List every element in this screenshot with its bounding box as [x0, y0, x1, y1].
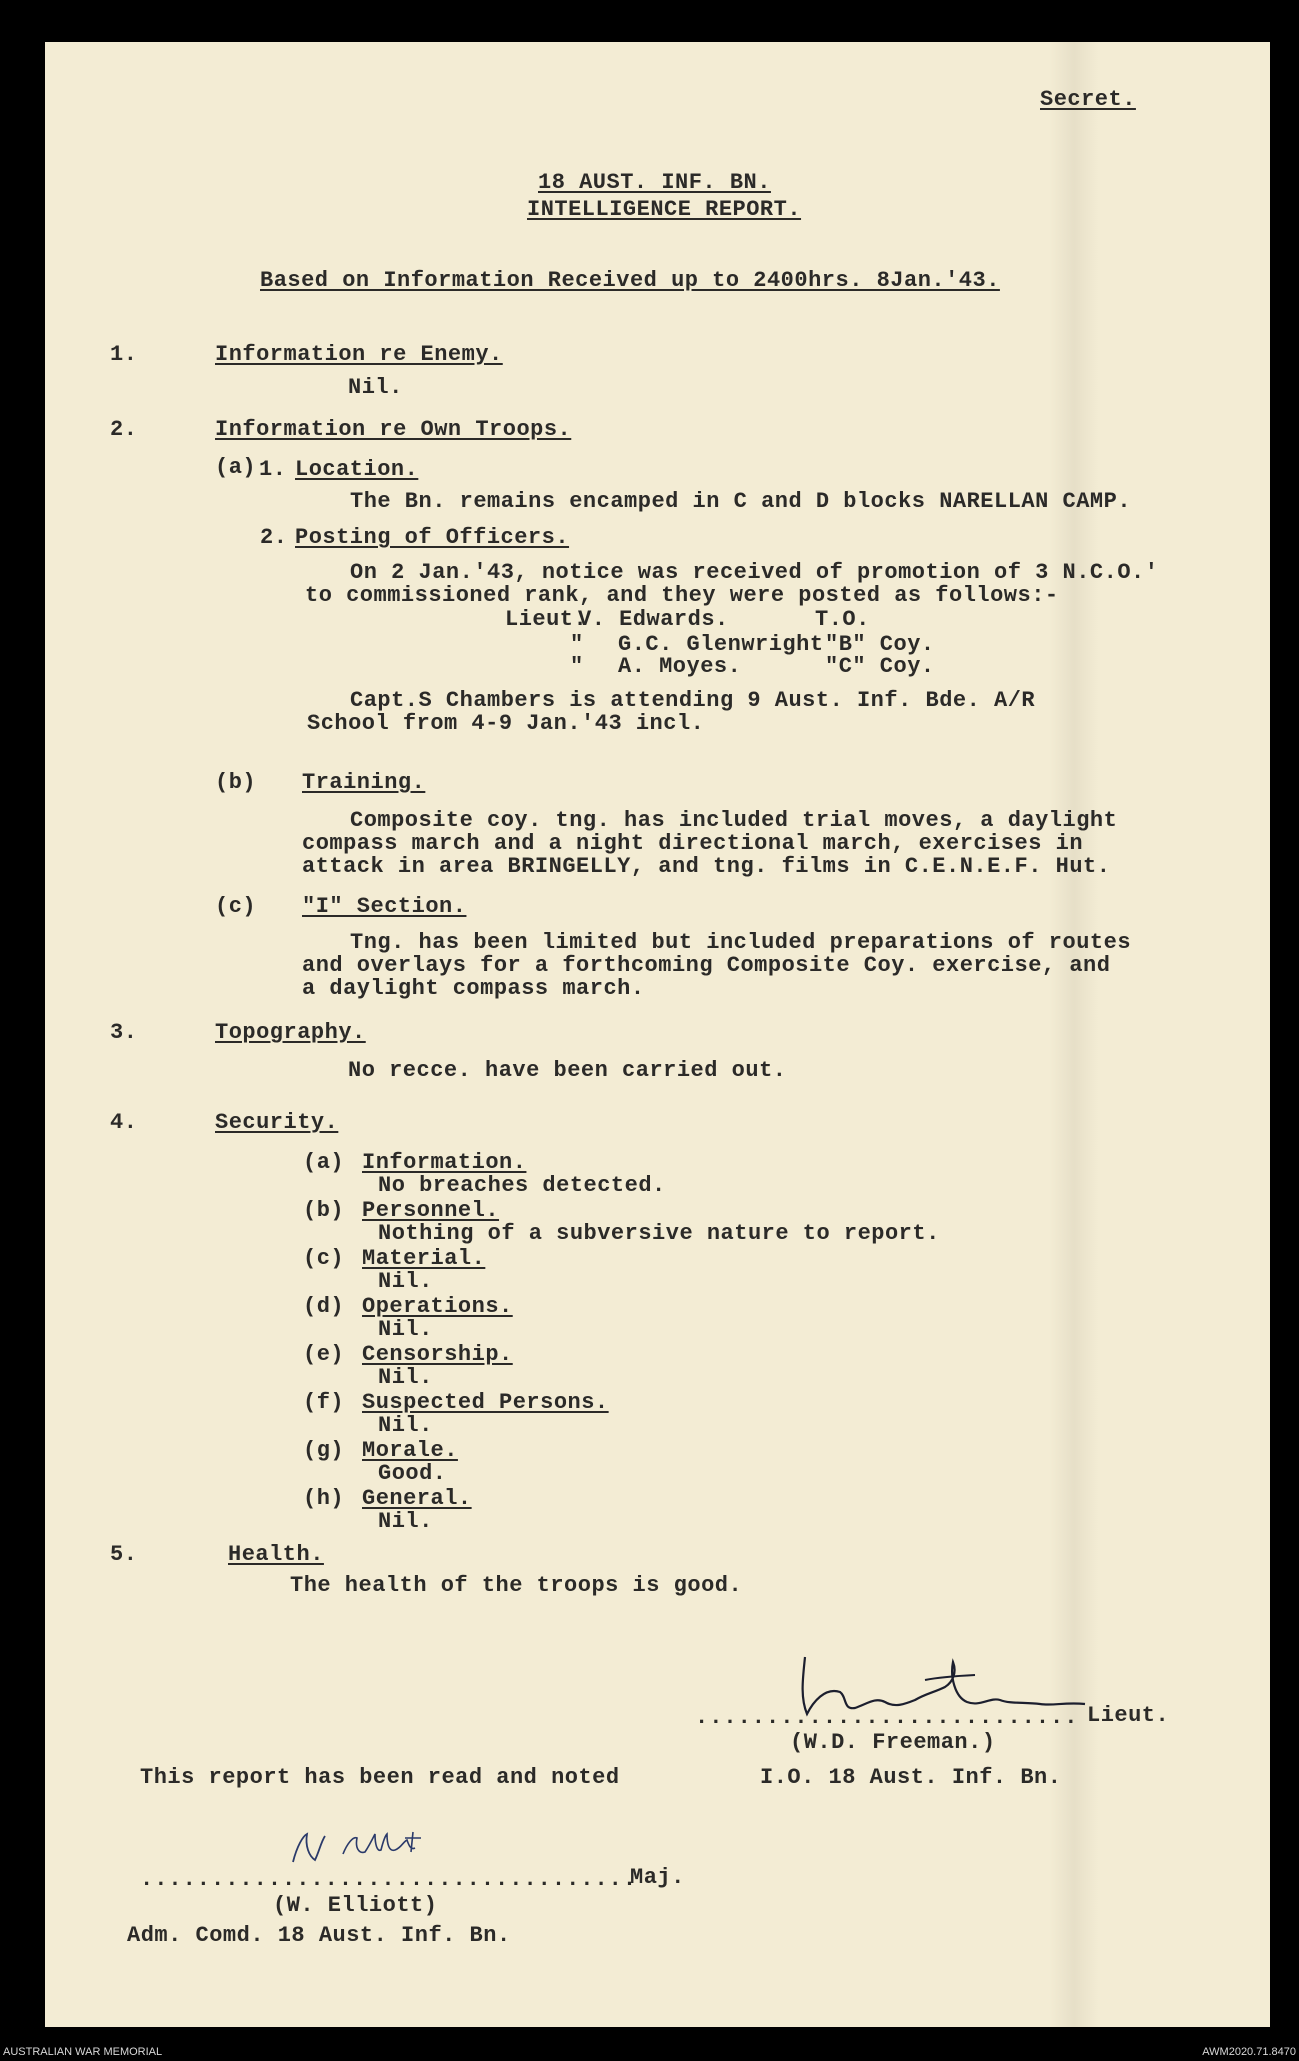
captain-line-1: Capt.S Chambers is attending 9 Aust. Inf. Bde. A/R	[350, 688, 1036, 713]
signature-1-appointment: I.O. 18 Aust. Inf. Bn.	[760, 1765, 1062, 1790]
officer-1-name: V. Edwards.	[578, 607, 729, 632]
subsection-c-marker: (c)	[215, 894, 257, 919]
officer-1-post: T.O.	[815, 607, 870, 632]
officer-2-post: "B" Coy.	[825, 632, 935, 657]
posting-heading: Posting of Officers.	[295, 525, 570, 550]
signature-1-name: (W.D. Freeman.)	[790, 1730, 996, 1755]
security-item-label: Personnel.	[362, 1198, 500, 1223]
section-5-body: The health of the troops is good.	[290, 1573, 743, 1598]
section-5-heading: Health.	[228, 1542, 324, 1567]
signature-1-dotted-line: ...........................	[695, 1705, 1079, 1730]
section-3-number: 3.	[110, 1020, 138, 1045]
officer-2-name: G.C. Glenwright	[618, 632, 824, 657]
location-body: The Bn. remains encamped in C and D blocks NARELLAN CAMP.	[350, 489, 1132, 514]
signature-1-rank: Lieut.	[1087, 1703, 1170, 1728]
unit-title: 18 AUST. INF. BN.	[538, 170, 771, 195]
posting-line-2: to commissioned rank, and they were posted as follows:-	[305, 583, 1059, 608]
training-line-2: compass march and a night directional march, exercises in	[302, 831, 1084, 856]
security-item-marker: (g)	[303, 1438, 345, 1463]
signature-2-dotted-line: ...................................	[140, 1867, 638, 1892]
security-item-label: Operations.	[362, 1294, 513, 1319]
captain-line-2: School from 4-9 Jan.'43 incl.	[307, 711, 705, 736]
i-section-line-2: and overlays for a forthcoming Composite Coy. exercise, and	[302, 953, 1111, 978]
officer-3-name: A. Moyes.	[618, 654, 742, 679]
security-item-label: Morale.	[362, 1438, 458, 1463]
security-item-marker: (b)	[303, 1198, 345, 1223]
security-item-label: Material.	[362, 1246, 486, 1271]
security-item-marker: (c)	[303, 1246, 345, 1271]
security-item-marker: (h)	[303, 1486, 345, 1511]
officer-1-rank: Lieut.	[505, 607, 588, 632]
security-item-value: Nil.	[378, 1509, 433, 1534]
signature-2-appointment: Adm. Comd. 18 Aust. Inf. Bn.	[127, 1923, 511, 1948]
section-3-body: No recce. have been carried out.	[348, 1058, 787, 1083]
training-line-1: Composite coy. tng. has included trial moves, a daylight	[350, 808, 1118, 833]
section-2-number: 2.	[110, 417, 138, 442]
footer-left: AUSTRALIAN WAR MEMORIAL	[3, 2046, 163, 2058]
security-item-value: Nil.	[378, 1269, 433, 1294]
training-line-3: attack in area BRINGELLY, and tng. films in C.E.N.E.F. Hut.	[302, 854, 1111, 879]
security-item-label: Censorship.	[362, 1342, 513, 1367]
footer-right: AWM2020.71.8470	[1202, 2046, 1296, 2058]
security-item-value: No breaches detected.	[378, 1173, 666, 1198]
based-on-line: Based on Information Received up to 2400hrs. 8Jan.'43.	[260, 268, 1000, 293]
officer-3-post: "C" Coy.	[825, 654, 935, 679]
location-heading: Location.	[295, 457, 419, 482]
section-5-number: 5.	[110, 1542, 138, 1567]
security-item-label: Information.	[362, 1150, 527, 1175]
security-item-value: Nil.	[378, 1413, 433, 1438]
signature-2-rank: Maj.	[630, 1865, 685, 1890]
subsection-b-marker: (b)	[215, 770, 257, 795]
posting-number: 2.	[260, 525, 288, 550]
posting-line-1: On 2 Jan.'43, notice was received of promotion of 3 N.C.O.'	[350, 560, 1159, 585]
security-item-value: Nil.	[378, 1365, 433, 1390]
security-item-marker: (a)	[303, 1150, 345, 1175]
section-4-heading: Security.	[215, 1110, 339, 1135]
officer-2-rank: "	[570, 632, 584, 657]
section-4-number: 4.	[110, 1110, 138, 1135]
noted-statement: This report has been read and noted	[140, 1765, 620, 1790]
subsection-a-marker: (a)	[215, 455, 257, 480]
security-item-marker: (f)	[303, 1390, 345, 1415]
security-item-value: Nil.	[378, 1317, 433, 1342]
security-item-label: General.	[362, 1486, 472, 1511]
location-number: 1.	[259, 457, 287, 482]
officer-3-rank: "	[570, 654, 584, 679]
training-heading: Training.	[302, 770, 426, 795]
section-2-heading: Information re Own Troops.	[215, 417, 572, 442]
section-3-heading: Topography.	[215, 1020, 366, 1045]
security-item-marker: (e)	[303, 1342, 345, 1367]
i-section-line-3: a daylight compass march.	[302, 976, 645, 1001]
document-page	[45, 42, 1270, 2027]
report-title: INTELLIGENCE REPORT.	[527, 197, 802, 222]
security-item-value: Good.	[378, 1461, 447, 1486]
i-section-heading: "I" Section.	[302, 894, 467, 919]
security-item-marker: (d)	[303, 1294, 345, 1319]
section-1-heading: Information re Enemy.	[215, 342, 503, 367]
security-item-label: Suspected Persons.	[362, 1390, 609, 1415]
section-1-number: 1.	[110, 342, 138, 367]
signature-2-name: (W. Elliott)	[273, 1893, 438, 1918]
classification-mark: Secret.	[1040, 87, 1136, 112]
section-1-body: Nil.	[348, 375, 403, 400]
i-section-line-1: Tng. has been limited but included preparations of routes	[350, 930, 1132, 955]
security-item-value: Nothing of a subversive nature to report.	[378, 1221, 940, 1246]
